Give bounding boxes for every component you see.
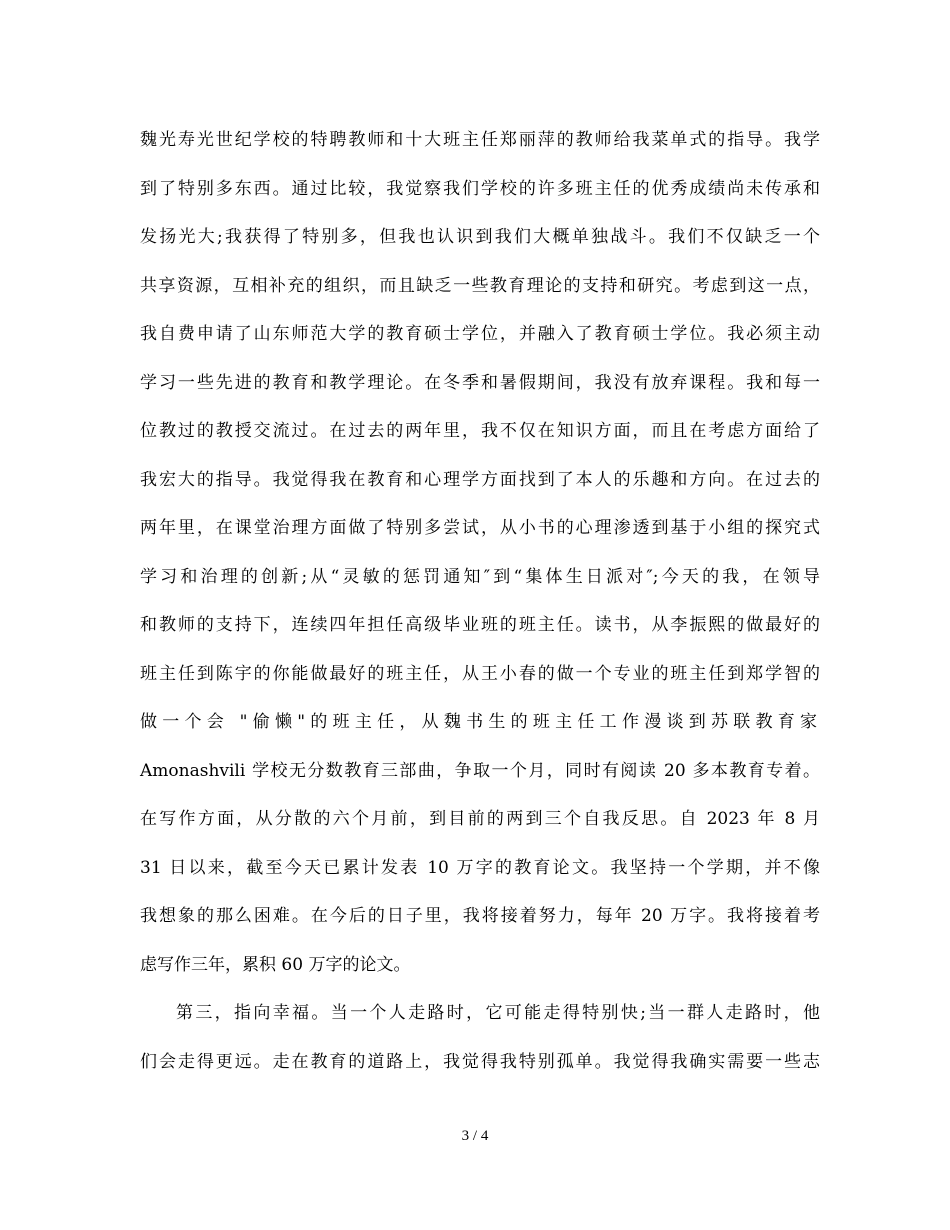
text-line: 31 日以来，截至今天已累计发表 10 万字的教育论文。我坚持一个学期，并不像 [140, 857, 820, 878]
text-line: 在写作方面，从分散的六个月前，到目前的两到三个自我反思。自 2023 年 8 月 [140, 809, 820, 829]
text-line: 我宏大的指导。我觉得我在教育和心理学方面找到了本人的乐趣和方向。在过去的 [140, 469, 820, 490]
text-line: 发扬光大;我获得了特别多，但我也认识到我们大概单独战斗。我们不仅缺乏一个 [140, 227, 820, 247]
text-line: 和教师的支持下，连续四年担任高级毕业班的班主任。读书，从李振熙的做最好的 [140, 615, 820, 635]
paragraph-first-line: 第三，指向幸福。当一个人走路时，它可能走得特别快;当一群人走路时，他 [176, 1003, 820, 1023]
text-line: 们会走得更远。走在教育的道路上，我觉得我特别孤单。我觉得我确实需要一些志 [140, 1051, 820, 1072]
text-line: 魏光寿光世纪学校的特聘教师和十大班主任郑丽萍的教师给我菜单式的指导。我学 [140, 130, 820, 150]
page-number: 3 / 4 [461, 1128, 489, 1144]
text-line: 做一个会 "偷懒"的班主任，从魏书生的班主任工作漫谈到苏联教育家 [140, 712, 820, 732]
text-line: 学习和治理的创新;从“灵敏的惩罚通知″到“集体生日派对″;今天的我，在领导 [140, 566, 820, 587]
text-line: 虑写作三年，累积 60 万字的论文。 [140, 954, 411, 975]
text-line: 我自费申请了山东师范大学的教育硕士学位，并融入了教育硕士学位。我必须主动 [140, 324, 820, 344]
text-line: 到了特别多东西。通过比较，我觉察我们学校的许多班主任的优秀成绩尚未传承和 [140, 178, 820, 199]
text-line: 两年里，在课堂治理方面做了特别多尝试，从小书的心理渗透到基于小组的探究式 [140, 518, 820, 538]
document-body [140, 124, 820, 1094]
text-line: 共享资源，互相补充的组织，而且缺乏一些教育理论的支持和研究。考虑到这一点， [140, 275, 820, 296]
text-line: 位教过的教授交流过。在过去的两年里，我不仅在知识方面，而且在考虑方面给了 [140, 421, 820, 441]
text-line: 学习一些先进的教育和教学理论。在冬季和暑假期间，我没有放弃课程。我和每一 [140, 372, 820, 393]
text-line: 班主任到陈宇的你能做最好的班主任，从王小春的做一个专业的班主任到郑学智的 [140, 663, 820, 684]
text-line: Amonashvili 学校无分数教育三部曲，争取一个月，同时有阅读 20 多本教育专着。 [140, 760, 820, 781]
text-line: 我想象的那么困难。在今后的日子里，我将接着努力，每年 20 万字。我将接着考 [140, 906, 820, 926]
